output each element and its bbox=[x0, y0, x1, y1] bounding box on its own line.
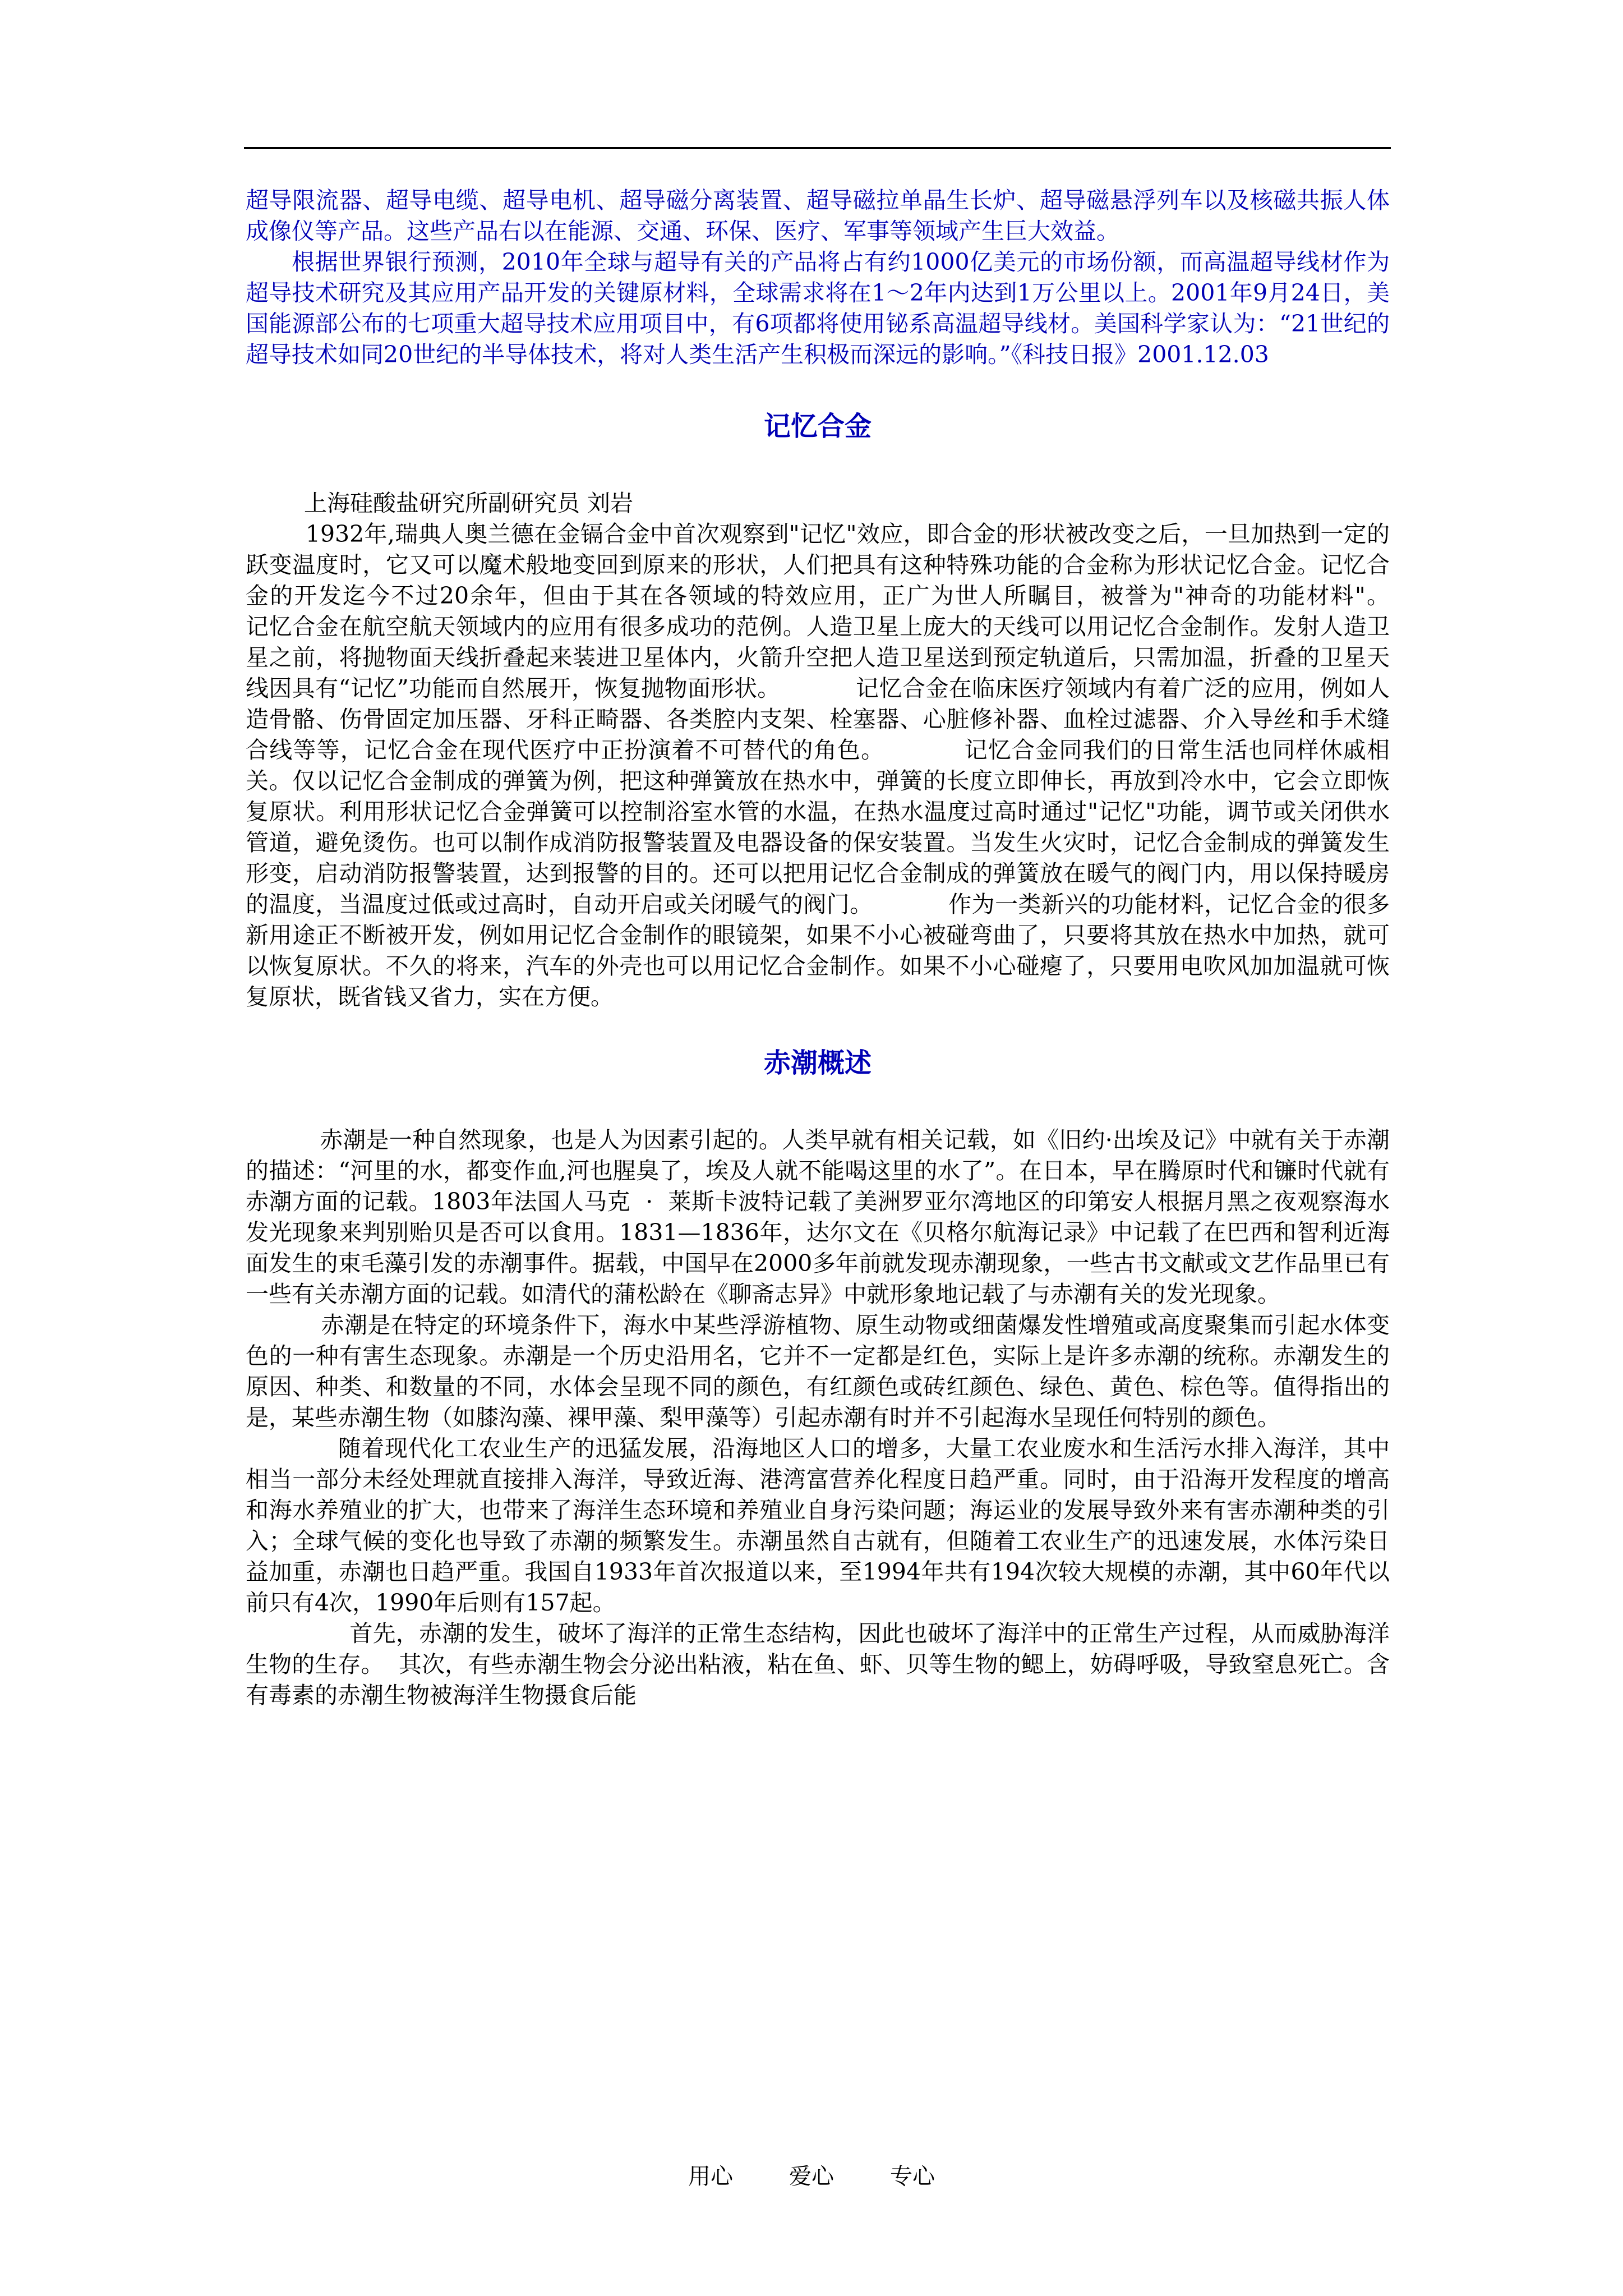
red-tide-paragraph-4: 首先，赤潮的发生，破坏了海洋的正常生态结构，因此也破坏了海洋中的正常生产过程，从而威胁海洋生物的生存。 其次，有些赤潮生物会分泌出粘液，粘在鱼、虾、贝等生物的鳃上，妨碍呼吸，导致窒息死亡。含有毒素的赤潮生物被海洋生物摄食后能 bbox=[246, 1620, 1390, 1709]
memory-alloy-body: 1932年,瑞典人奥兰德在金镉合金中首次观察到"记忆"效应，即合金的形状被改变之后，一旦加热到一定的跃变温度时，它又可以魔术般地变回到原来的形状，人们把具有这种特殊功能的合金称为形状记忆合金。记忆合金的开发迄今不过20余年，但由于其在各领域的特效应用，正广为世人所瞩目，被誉为"神奇的功能材料"。 记忆合金在航空航天领域内的应用有很多成功的范例。人造卫星上庞大的天线可以用记忆合金制作。发射人造卫星之前，将抛物面天线折叠起来装进卫星体内，火箭升空把人造卫星送到预定轨道后，只需加温，折叠的卫星天线因具有“记忆”功能而自然展开，恢复抛物面形状。 记忆合金在临床医疗领域内有着广泛的应用，例如人造骨骼、伤骨固定加压器、牙科正畸器、各类腔内支架、栓塞器、心脏修补器、血栓过滤器、介入导丝和手术缝合线等等，记忆合金在现代医疗中正扮演着不可替代的角色。 记忆合金同我们的日常生活也同样休戚相关。仅以记忆合金制成的弹簧为例，把这种弹簧放在热水中，弹簧的长度立即伸长，再放到冷水中，它会立即恢复原状。利用形状记忆合金弹簧可以控制浴室水管的水温，在热水温度过高时通过"记忆"功能，调节或关闭供水管道，避免烫伤。也可以制作成消防报警装置及电器设备的保安装置。当发生火灾时，记忆合金制成的弹簧发生形变，启动消防报警装置，达到报警的目的。还可以把用记忆合金制成的弹簧放在暖气的阀门内，用以保持暖房的温度，当温度过低或过高时，自动开启或关闭暖气的阀门。 作为一类新兴的功能材料，记忆合金的很多新用途正不断被开发，例如用记忆合金制作的眼镜架，如果不小心被碰弯曲了，只要将其放在热水中加热，就可以恢复原状。不久的将来，汽车的外壳也可以用记忆合金制作。如果不小心碰瘪了，只要用电吹风加加温就可恢复原状，既省钱又省力，实在方便。 bbox=[246, 521, 1463, 1010]
author-line: 上海硅酸盐研究所副研究员 刘岩 bbox=[304, 490, 634, 517]
page-footer bbox=[0, 2162, 1623, 2191]
footer-item: 用心 bbox=[688, 2164, 733, 2189]
footer-item: 爱心 bbox=[789, 2164, 834, 2189]
header-rule bbox=[244, 147, 1391, 149]
red-tide-paragraph-2: 赤潮是在特定的环境条件下，海水中某些浮游植物、原生动物或细菌爆发性增殖或高度聚集而引起水体变色的一种有害生态现象。赤潮是一个历史沿用名，它并不一定都是红色，实际上是许多赤潮的统称。赤潮发生的原因、种类、和数量的不同，水体会呈现不同的颜色，有红颜色或砖红颜色、绿色、黄色、棕色等。值得指出的是，某些赤潮生物（如膝沟藻、裸甲藻、梨甲藻等）引起赤潮有时并不引起海水呈现任何特别的颜色。 bbox=[246, 1312, 1390, 1431]
section-title-memory-alloy: 记忆合金 bbox=[763, 411, 872, 442]
red-tide-paragraph-3: 随着现代化工农业生产的迅猛发展，沿海地区人口的增多，大量工农业废水和生活污水排入海洋，其中相当一部分未经处理就直接排入海洋，导致近海、港湾富营养化程度日趋严重。同时，由于沿海开发程度的增高和海水养殖业的扩大，也带来了海洋生态环境和养殖业自身污染问题；海运业的发展导致外来有害赤潮种类的引入；全球气候的变化也导致了赤潮的频繁发生。赤潮虽然自古就有，但随着工农业生产的迅速发展，水体污染日益加重，赤潮也日趋严重。我国自1933年首次报道以来，至1994年共有194次较大规模的赤潮，其中60年代以前只有4次，1990年后则有157起。 bbox=[246, 1435, 1390, 1616]
footer-item: 专心 bbox=[890, 2164, 935, 2189]
intro-paragraph-2: 根据世界银行预测，2010年全球与超导有关的产品将占有约1000亿美元的市场份额，而高温超导线材作为超导技术研究及其应用产品开发的关键原材料，全球需求将在1～2年内达到1万公里以上。2001年9月24日，美国能源部公布的七项重大超导技术应用项目中，有6项都将使用铋系高温超导线材。美国科学家认为：“21世纪的超导技术如同20世纪的半导体技术，将对人类生活产生积极而深远的影响。”《科技日报》2001.12.03 bbox=[246, 249, 1390, 368]
intro-paragraph-1: 超导限流器、超导电缆、超导电机、超导磁分离装置、超导磁拉单晶生长炉、超导磁悬浮列车以及核磁共振人体成像仪等产品。这些产品右以在能源、交通、环保、医疗、军事等领域产生巨大效益。 bbox=[246, 187, 1390, 245]
section-title-red-tide: 赤潮概述 bbox=[763, 1047, 872, 1079]
document-body bbox=[246, 185, 1463, 1711]
red-tide-paragraph-1: 赤潮是一种自然现象，也是人为因素引起的。人类早就有相关记载，如《旧约·出埃及记》中就有关于赤潮的描述：“河里的水，都变作血,河也腥臭了，埃及人就不能喝这里的水了”。在日本，早在腾原时代和镰时代就有赤潮方面的记载。1803年法国人马克 · 莱斯卡波特记载了美洲罗亚尔湾地区的印第安人根据月黑之夜观察海水发光现象来判别贻贝是否可以食用。1831—1836年，达尔文在《贝格尔航海记录》中记载了在巴西和智利近海面发生的束毛藻引发的赤潮事件。据载，中国早在2000多年前就发现赤潮现象，一些古书文献或文艺作品里已有一些有关赤潮方面的记载。如清代的蒲松龄在《聊斋志异》中就形象地记载了与赤潮有关的发光现象。 bbox=[246, 1126, 1390, 1308]
